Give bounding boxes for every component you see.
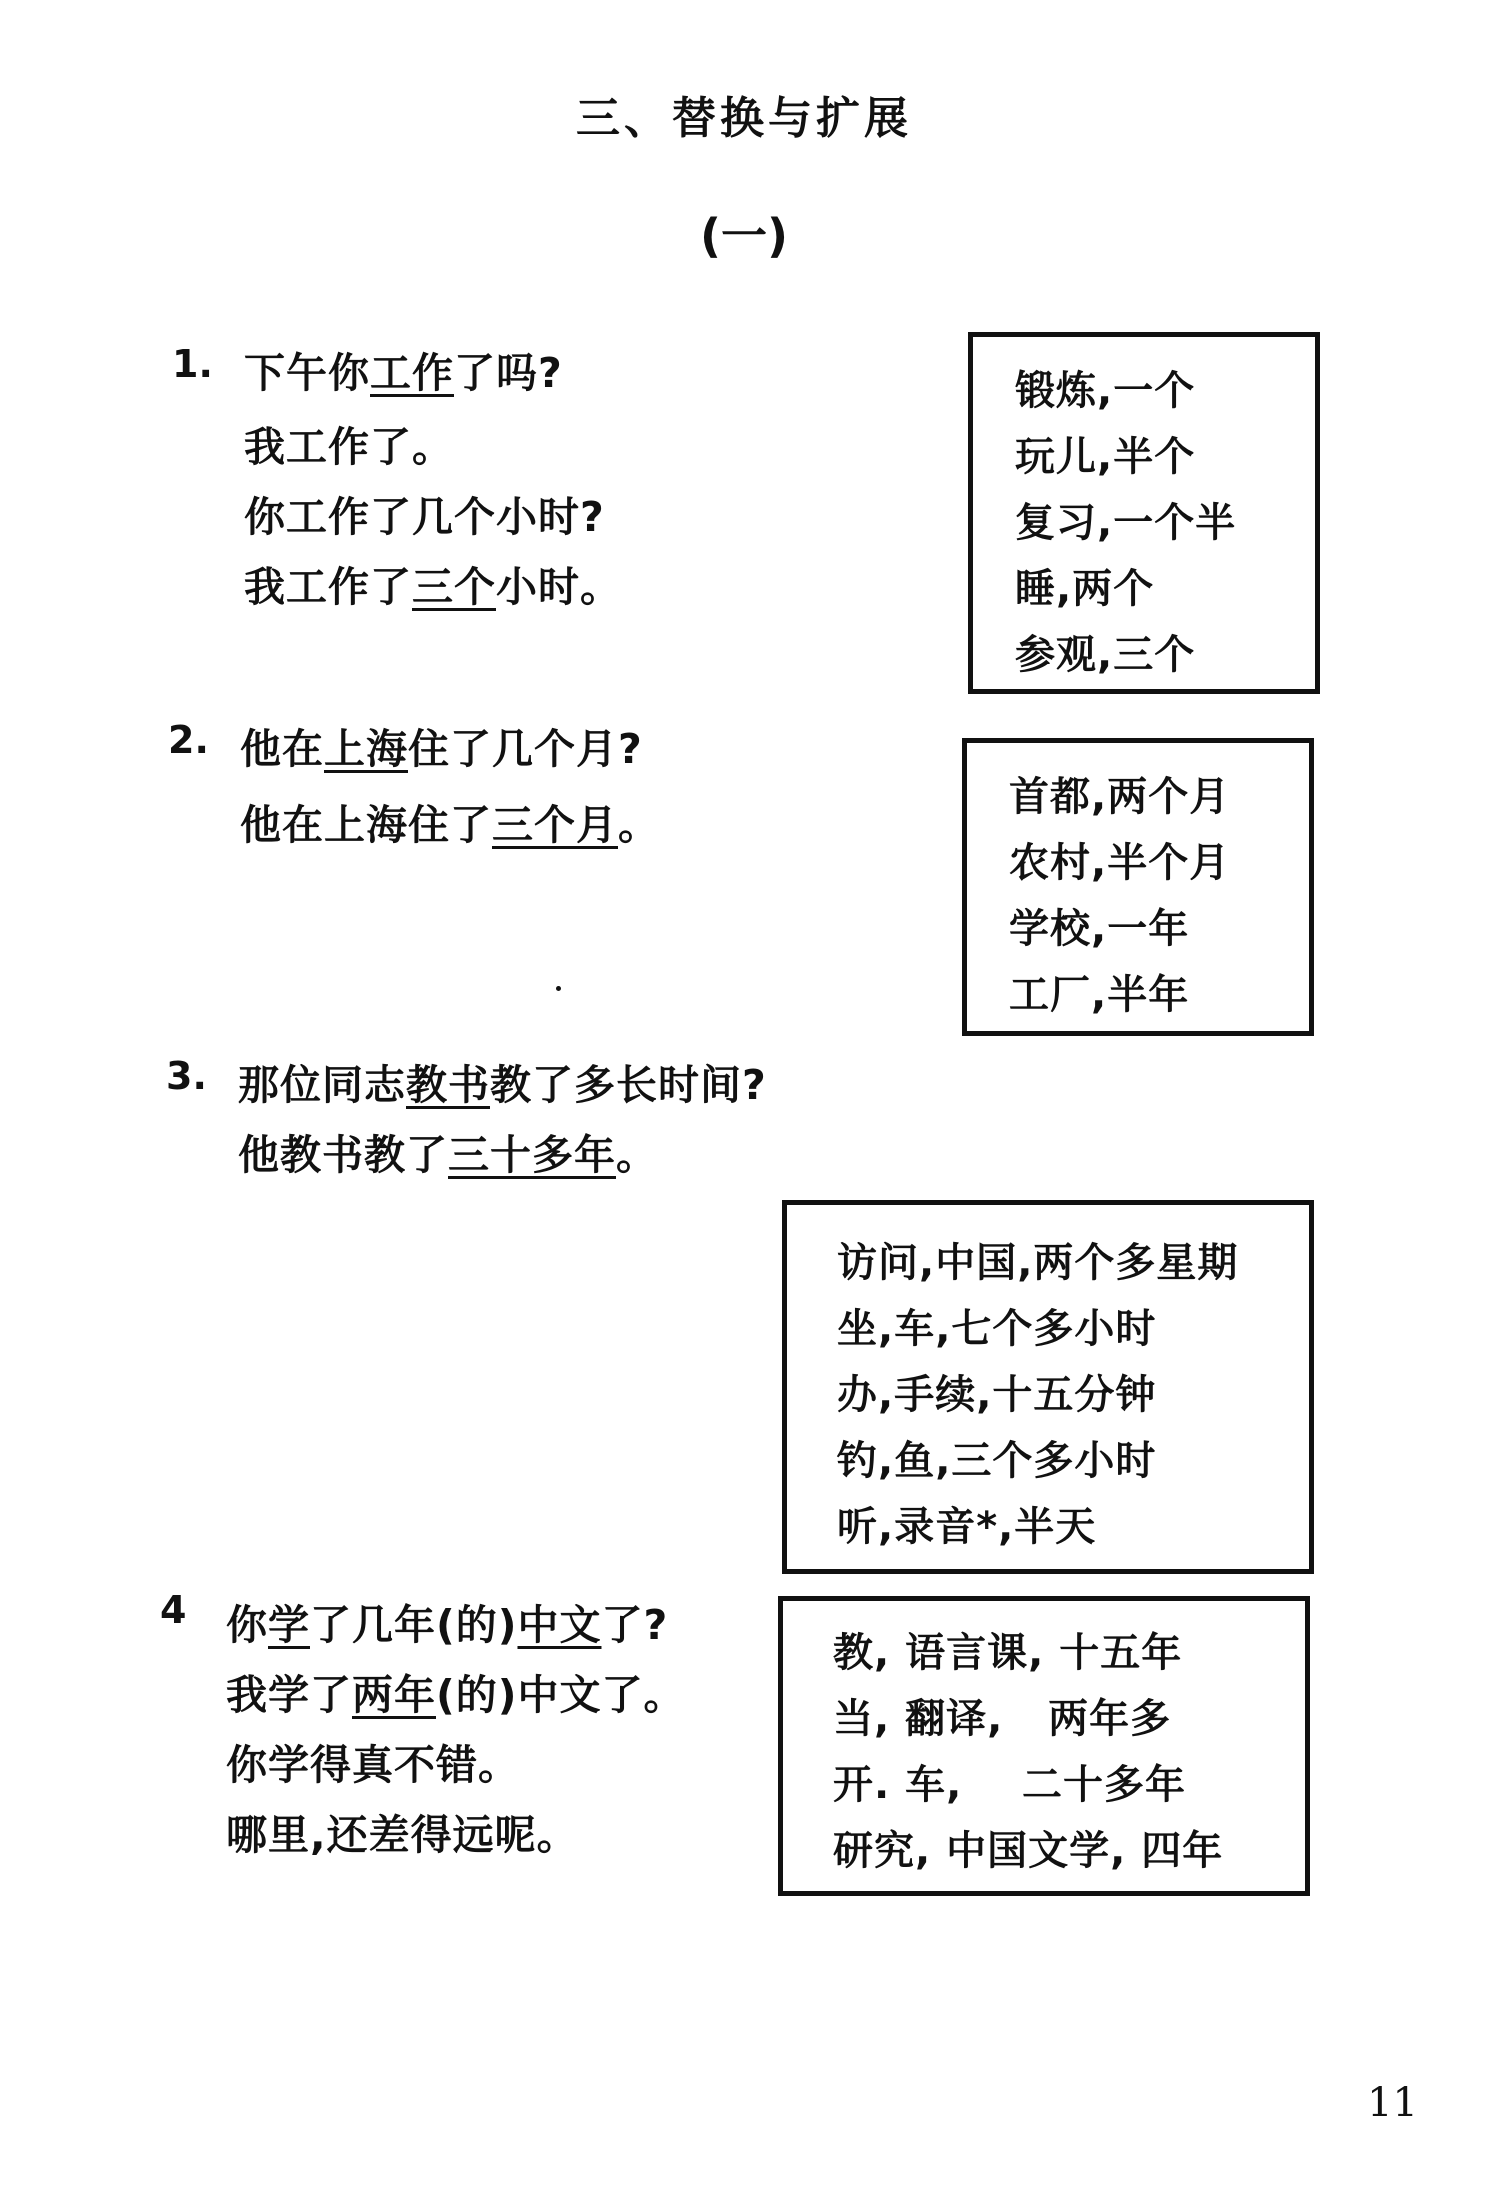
sentence-text: 了? [601,1601,669,1649]
substitution-item: 学校,一年 [1009,906,1190,952]
sentence-text: 我学了 [226,1671,352,1719]
substitution-item: 访问,中国,两个多星期 [837,1240,1239,1286]
sentence-text: 你工作了几个小时? [244,493,605,541]
sentence-text: 你 [226,1601,268,1649]
exercise-line [244,484,605,543]
substitution-item: 钓,鱼,三个多小时 [837,1438,1157,1484]
substitution-item: 坐,车,七个多小时 [837,1306,1157,1352]
exercise-line [238,1052,767,1111]
exercise-number: 3. [166,1054,207,1098]
substitution-item: 睡,两个 [1015,566,1155,612]
exercise-line [226,1592,668,1651]
sentence-text: 他教书教了 [238,1131,448,1179]
underlined-phrase: 上海 [324,725,408,773]
substitution-item: 参观,三个 [1015,632,1196,678]
substitution-item: 锻炼,一个 [1015,368,1196,414]
underlined-phrase: 工作 [370,349,454,397]
sentence-text: 教了多长时间? [490,1061,767,1109]
underlined-phrase: 中文 [517,1601,602,1649]
underlined-phrase: 学 [268,1601,310,1649]
sentence-text: 。 [618,801,660,849]
underlined-phrase: 三个月 [492,801,618,849]
substitution-item: 研究, 中国文学, 四年 [833,1828,1224,1874]
substitution-item: 玩儿,半个 [1015,434,1196,480]
exercise-number: 1. [172,342,213,386]
exercise-number: 4 [160,1588,187,1632]
substitution-item: 农村,半个月 [1009,840,1231,886]
stray-dot [556,986,561,991]
sentence-text: 小时。 [496,563,622,611]
sentence-text: 。 [616,1131,658,1179]
sentence-text: 住了几个月? [408,725,643,773]
sentence-text: 你学得真不错。 [226,1741,520,1789]
section-title: 三、替换与扩展 [576,93,912,144]
page-number: 11 [1367,2080,1418,2126]
exercise-line [244,414,454,473]
section-subtitle: (一) [699,209,789,263]
substitution-item: 工厂,半年 [1009,972,1190,1018]
exercise-line [226,1802,579,1861]
substitution-item: 当, 翻译, 两年多 [833,1696,1172,1742]
substitution-item: 听,录音*,半天 [837,1504,1097,1550]
sentence-text: 了吗? [454,349,563,397]
sentence-text: 那位同志 [238,1061,406,1109]
exercise-line [238,1122,658,1181]
substitution-box-3 [782,1200,1314,1574]
sentence-text: 我工作了 [244,563,412,611]
exercise-line [244,554,622,613]
substitution-item: 办,手续,十五分钟 [837,1372,1157,1418]
substitution-item: 开. 车, 二十多年 [833,1762,1187,1808]
exercise-line [244,340,563,399]
substitution-box-1 [968,332,1320,694]
exercise-line [240,716,643,775]
sentence-text: 了几年(的) [310,1601,518,1649]
sentence-text: 我工作了。 [244,423,454,471]
sentence-text: 哪里,还差得远呢。 [226,1811,579,1859]
underlined-phrase: 两年 [352,1671,436,1719]
substitution-item: 教, 语言课, 十五年 [833,1630,1183,1676]
exercise-line [226,1662,685,1721]
underlined-phrase: 三个 [412,563,496,611]
substitution-item: 复习,一个半 [1015,500,1237,546]
substitution-box-2 [962,738,1314,1036]
sentence-text: 下午你 [244,349,370,397]
sentence-text: 他在 [240,725,324,773]
sentence-text: 他在上海住了 [240,801,492,849]
sentence-text: (的)中文了。 [436,1671,686,1719]
exercise-line [226,1732,520,1791]
substitution-box-4 [778,1596,1310,1896]
underlined-phrase: 教书 [406,1061,490,1109]
underlined-phrase: 三十多年 [448,1131,616,1179]
exercise-line [240,792,660,851]
substitution-item: 首都,两个月 [1009,774,1231,820]
exercise-number: 2. [168,718,209,762]
